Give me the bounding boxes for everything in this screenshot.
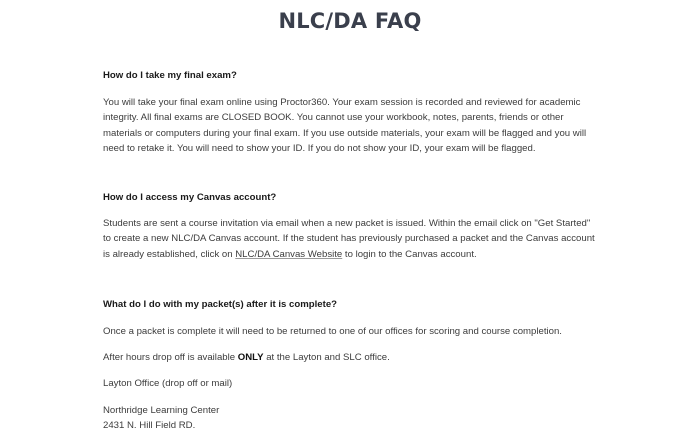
- faq-answer-canvas-account: [103, 216, 598, 262]
- after-hours-text-before: After hours drop off is available: [103, 352, 238, 363]
- address-line-2: 2431 N. Hill Field RD.: [103, 420, 196, 431]
- after-hours-only-emphasis: ONLY: [237, 352, 264, 363]
- canvas-answer-text-after: to login to the Canvas account.: [342, 248, 477, 260]
- faq-answer-packet-return: Once a packet is complete it will need to be returned to one of our offices for scoring and course completion.: [103, 326, 562, 337]
- canvas-answer-text-before: Students are sent a course invitation via email when a new packet is issued. Within the email click on "Get Started" to create a new NLC/DA Canvas account. If the student has previously purchased a packet and the Canvas account is already established, click on: [103, 218, 595, 260]
- after-hours-text-after: at the Layton and SLC office.: [263, 352, 390, 363]
- layton-office-heading: Layton Office (drop off or mail): [103, 378, 233, 389]
- faq-question-final-exam: How do I take my final exam?: [103, 70, 237, 81]
- faq-answer-after-hours: [103, 350, 598, 365]
- faq-question-packet-complete: What do I do with my packet(s) after it is complete?: [103, 299, 338, 310]
- canvas-website-link[interactable]: NLC/DA Canvas Website: [235, 248, 343, 260]
- address-line-1: Northridge Learning Center: [103, 405, 220, 416]
- page-title: NLC/DA FAQ: [278, 9, 422, 33]
- faq-question-canvas-account: How do I access my Canvas account?: [103, 192, 277, 203]
- faq-answer-final-exam: You will take your final exam online using Proctor360. Your exam session is recorded and reviewed for academic integrity. All final exams are CLOSED BOOK. You cannot use your workbook, notes, parents, friends or other materials or computers during your final exam. If you use outside materials, your exam will be flagged and you will need to retake it. You will need to show your ID. If you do not show your ID, your exam will be flagged.: [103, 97, 587, 155]
